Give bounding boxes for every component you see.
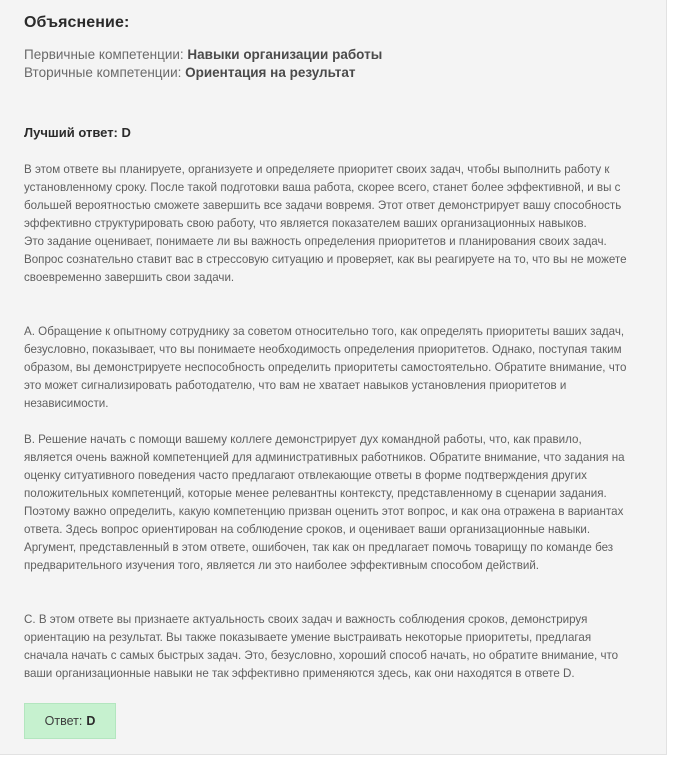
explanation-title: Объяснение: <box>24 14 130 31</box>
explanation-paragraph-b: B. Решение начать с помощи вашему коллеге демонстрирует дух командной работы, что, как правило, является очень важной компетенцией для административных работников. Обратите внимание, что задания на оценку ситуативного поведения часто предлагают отвлекающие ответы в форме подтверждения других положительных компетенций, которые менее релевантны контексту, представленному в сценарии задания. Поэтому важно определить, какую компетенцию призван оценить этот вопрос, и как она отражена в вариантах ответа. Здесь вопрос ориентирован на соблюдение сроков, и оценивает ваши организационные навыки. Аргумент, представленный в этом ответе, ошибочен, так как он предлагает помочь товарищу по команде без предварительного изучения того, является ли это наиболее эффективным способом действий. <box>24 433 625 572</box>
secondary-competencies-value: Ориентация на результат <box>185 65 356 80</box>
answer-button-label: Ответ: <box>44 714 83 728</box>
explanation-paragraph-d: В этом ответе вы планируете, организуете и определяете приоритет своих задач, чтобы выполнить работу к установленному сроку. После такой подготовки ваша работа, скорее всего, станет более эффективной, и вы с большей вероятностью сможете завершить все задачи вовремя. Этот ответ демонстрирует вашу способность эффективно структурировать свою работу, что является показателем ваших организационных навыков. Это задание оценивает, понимаете ли вы важность определения приоритетов и планирования своих задач. Вопрос сознательно ставит вас в стрессовую ситуацию и проверяет, как вы реагируете на то, что вы не можете своевременно завершить свои задачи. <box>24 163 627 284</box>
answer-button-value: D <box>86 714 96 728</box>
explanation-paragraph-a: A. Обращение к опытному сотруднику за советом относительно того, как определять приоритеты ваших задач, безусловно, показывает, что вы понимаете необходимость определения приоритетов. Однако, поступая таким образом, вы демонстрируете неспособность определить приоритеты самостоятельно. Обратите внимание, что это может сигнализировать работодателю, что вам не хватает навыков установления приоритетов и независимости. <box>24 325 627 410</box>
primary-competencies-label: Первичные компетенции: <box>24 47 188 62</box>
answer-button[interactable] <box>24 703 116 739</box>
explanation-paragraph-c: C. В этом ответе вы признаете актуальность своих задач и важность соблюдения сроков, демонстрируя ориентацию на результат. Вы также показываете умение выстраивать некоторые приоритеты, предлагая сначала начать с самых быстрых задач. Это, безусловно, хороший способ начать, но обратите внимание, что ваши организационные навыки не так эффективно применяются здесь, как они находятся в ответе D. <box>24 613 619 680</box>
secondary-competencies <box>24 65 355 80</box>
primary-competencies <box>24 47 382 62</box>
primary-competencies-value: Навыки организации работы <box>187 47 383 62</box>
secondary-competencies-label: Вторичные компетенции: <box>24 65 186 80</box>
best-answer-heading: Лучший ответ: D <box>24 125 131 140</box>
